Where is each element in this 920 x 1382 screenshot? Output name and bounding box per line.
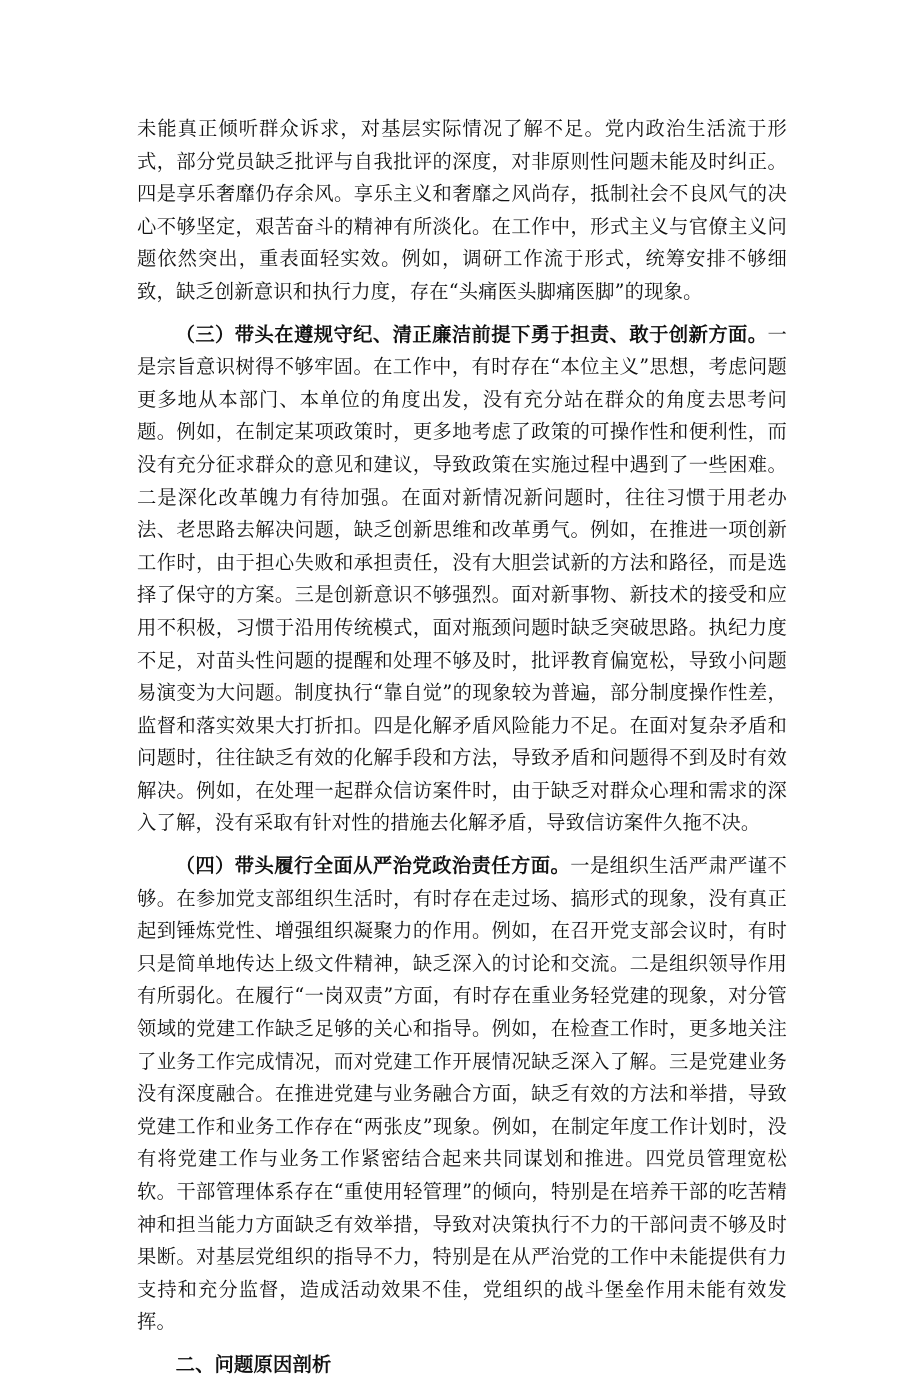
section-3-body: 一是宗旨意识树得不够牢固。在工作中，有时存在“本位主义”思想，考虑问题更多地从本部门、本单位的角度出发，没有充分站在群众的角度去思考问题。例如，在制定某项政策时，更多地考虑了政策的可操作性和便利性，而没有充分征求群众的意见和建议，导致政策在实施过程中遇到了一些困难。二是深化改革魄力有待加强。在面对新情况新问题时，往往习惯于用老办法、老思路去解决问题，缺乏创新思维和改革勇气。例如，在推进一项创新工作时，由于担心失败和承担责任，没有大胆尝试新的方法和路径，而是选择了保守的方案。三是创新意识不够强烈。面对新事物、新技术的接受和应用不积极，习惯于沿用传统模式，面对瓶颈问题时缺乏突破思路。执纪力度不足，对苗头性问题的提醒和处理不够及时，批评教育偏宽松，导致小问题易演变为大问题。制度执行“靠自觉”的现象较为普遍，部分制度操作性差，监督和落实效果大打折扣。四是化解矛盾风险能力不足。在面对复杂矛盾和问题时，往往缺乏有效的化解手段和方法，导致矛盾和问题得不到及时有效解决。例如，在处理一起群众信访案件时，由于缺乏对群众心理和需求的深入了解，没有采取有针对性的措施去化解矛盾，导致信访案件久拖不决。	[137, 322, 787, 835]
paragraph-section-3	[137, 319, 787, 841]
document-page	[137, 113, 787, 1382]
paragraph-continued: 未能真正倾听群众诉求，对基层实际情况了解不足。党内政治生活流于形式，部分党员缺乏批评与自我批评的深度，对非原则性问题未能及时纠正。四是享乐奢靡仍存余风。享乐主义和奢靡之风尚存，抵制社会不良风气的决心不够坚定，艰苦奋斗的精神有所淡化。在工作中，形式主义与官僚主义问题依然突出，重表面轻实效。例如，调研工作流于形式，统筹安排不够细致，缺乏创新意识和执行力度，存在“头痛医头脚痛医脚”的现象。	[137, 117, 787, 303]
section-title-cause-analysis: 二、问题原因剖析	[175, 1352, 332, 1376]
paragraph-section-4	[137, 850, 787, 1339]
section-3-heading: （三）带头在遵规守纪、清正廉洁前提下勇于担责、敢于创新方面。	[175, 322, 768, 346]
section-4-body: 一是组织生活严肃严谨不够。在参加党支部组织生活时，有时存在走过场、搞形式的现象，没有真正起到锤炼党性、增强组织凝聚力的作用。例如，在召开党支部会议时，有时只是简单地传达上级文件精神，缺乏深入的讨论和交流。二是组织领导作用有所弱化。在履行“一岗双责”方面，有时存在重业务轻党建的现象，对分管领域的党建工作缺乏足够的关心和指导。例如，在检查工作时，更多地关注了业务工作完成情况，而对党建工作开展情况缺乏深入了解。三是党建业务没有深度融合。在推进党建与业务融合方面，缺乏有效的方法和举措，导致党建工作和业务工作存在“两张皮”现象。例如，在制定年度工作计划时，没有将党建工作与业务工作紧密结合起来共同谋划和推进。四党员管理宽松软。干部管理体系存在“重使用轻管理”的倾向，特别是在培养干部的吃苦精神和担当能力方面缺乏有效举措，导致对决策执行不力的干部问责不够及时果断。对基层党组织的指导不力，特别是在从严治党的工作中未能提供有力支持和充分监督，造成活动效果不佳，党组织的战斗堡垒作用未能有效发挥。	[137, 854, 788, 1334]
section-4-heading: （四）带头履行全面从严治党政治责任方面。	[175, 854, 571, 878]
